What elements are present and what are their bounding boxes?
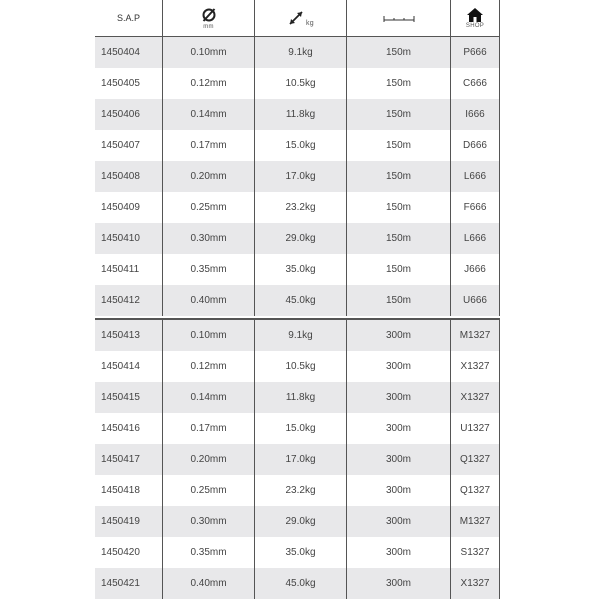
- shop-cell: F666: [451, 192, 500, 223]
- shop-cell: X1327: [451, 568, 500, 599]
- sap-cell: 1450405: [95, 68, 163, 99]
- shop-cell: P666: [451, 37, 500, 68]
- diameter-cell: 0.10mm: [163, 320, 255, 351]
- length-cell: 300m: [347, 506, 451, 537]
- shop-cell: X1327: [451, 382, 500, 413]
- sap-cell: 1450412: [95, 285, 163, 316]
- sap-cell: 1450404: [95, 37, 163, 68]
- sap-cell: 1450411: [95, 254, 163, 285]
- shop-cell: S1327: [451, 537, 500, 568]
- sap-cell: 1450409: [95, 192, 163, 223]
- table-row: [95, 382, 500, 413]
- diameter-cell: 0.14mm: [163, 382, 255, 413]
- sap-cell: 1450421: [95, 568, 163, 599]
- shop-cell: M1327: [451, 506, 500, 537]
- product-spec-table: [95, 0, 500, 600]
- sap-cell: 1450410: [95, 223, 163, 254]
- shop-cell: C666: [451, 68, 500, 99]
- table-row: [95, 506, 500, 537]
- table-row: [95, 285, 500, 316]
- sap-cell: 1450418: [95, 475, 163, 506]
- strength-cell: 15.0kg: [255, 413, 347, 444]
- shop-cell: L666: [451, 161, 500, 192]
- strength-cell: 11.8kg: [255, 382, 347, 413]
- shop-cell: Q1327: [451, 444, 500, 475]
- table-row: [95, 130, 500, 161]
- diameter-cell: 0.25mm: [163, 192, 255, 223]
- strength-cell: 9.1kg: [255, 320, 347, 351]
- shop-cell: U666: [451, 285, 500, 316]
- length-cell: 150m: [347, 161, 451, 192]
- strength-cell: 17.0kg: [255, 161, 347, 192]
- table-row: [95, 161, 500, 192]
- header-sap: S.A.P: [95, 0, 163, 36]
- length-cell: 300m: [347, 351, 451, 382]
- diameter-cell: 0.17mm: [163, 130, 255, 161]
- strength-cell: 45.0kg: [255, 568, 347, 599]
- length-cell: 150m: [347, 223, 451, 254]
- diameter-cell: 0.10mm: [163, 37, 255, 68]
- sap-cell: 1450406: [95, 99, 163, 130]
- shop-label: SHOP: [465, 22, 485, 29]
- shop-cell: U1327: [451, 413, 500, 444]
- table-row: [95, 320, 500, 351]
- strength-cell: 11.8kg: [255, 99, 347, 130]
- table-row: [95, 37, 500, 68]
- sap-cell: 1450417: [95, 444, 163, 475]
- length-cell: 150m: [347, 99, 451, 130]
- diameter-cell: 0.40mm: [163, 285, 255, 316]
- header-shop: [451, 0, 500, 36]
- diameter-cell: 0.30mm: [163, 223, 255, 254]
- sap-cell: 1450415: [95, 382, 163, 413]
- length-cell: 300m: [347, 568, 451, 599]
- length-cell: 300m: [347, 537, 451, 568]
- header-strength: [255, 0, 347, 36]
- strength-cell: 29.0kg: [255, 506, 347, 537]
- sap-cell: 1450420: [95, 537, 163, 568]
- length-cell: 150m: [347, 254, 451, 285]
- length-cell: 300m: [347, 413, 451, 444]
- line-length-icon: [382, 13, 416, 23]
- strength-cell: 23.2kg: [255, 475, 347, 506]
- diameter-cell: 0.12mm: [163, 351, 255, 382]
- length-cell: 300m: [347, 320, 451, 351]
- sap-cell: 1450407: [95, 130, 163, 161]
- length-cell: 150m: [347, 192, 451, 223]
- diameter-cell: 0.17mm: [163, 413, 255, 444]
- strength-cell: 15.0kg: [255, 130, 347, 161]
- table-row: [95, 568, 500, 599]
- shop-cell: J666: [451, 254, 500, 285]
- header-length: [347, 0, 451, 36]
- table-row: [95, 444, 500, 475]
- strength-cell: 35.0kg: [255, 254, 347, 285]
- diameter-cell: 0.25mm: [163, 475, 255, 506]
- sap-cell: 1450408: [95, 161, 163, 192]
- sap-cell: 1450419: [95, 506, 163, 537]
- length-cell: 300m: [347, 475, 451, 506]
- shop-cell: I666: [451, 99, 500, 130]
- strength-cell: 23.2kg: [255, 192, 347, 223]
- strength-cell: 29.0kg: [255, 223, 347, 254]
- table-row: [95, 99, 500, 130]
- table-row: [95, 68, 500, 99]
- strength-cell: 10.5kg: [255, 351, 347, 382]
- length-cell: 150m: [347, 130, 451, 161]
- table-row: [95, 192, 500, 223]
- diameter-cell: 0.14mm: [163, 99, 255, 130]
- length-cell: 150m: [347, 285, 451, 316]
- length-cell: 150m: [347, 37, 451, 68]
- strength-unit: kg: [306, 20, 314, 27]
- table-row: [95, 351, 500, 382]
- length-cell: 300m: [347, 382, 451, 413]
- shop-cell: D666: [451, 130, 500, 161]
- diameter-cell: 0.20mm: [163, 444, 255, 475]
- table-row: [95, 254, 500, 285]
- table-row: [95, 413, 500, 444]
- table-header: [95, 0, 500, 38]
- table-row: [95, 475, 500, 506]
- diameter-cell: 0.40mm: [163, 568, 255, 599]
- strength-cell: 10.5kg: [255, 68, 347, 99]
- strength-cell: 45.0kg: [255, 285, 347, 316]
- diameter-unit: mm: [203, 23, 214, 30]
- diameter-icon: [201, 7, 217, 23]
- strength-cell: 35.0kg: [255, 537, 347, 568]
- table-row: [95, 537, 500, 568]
- shop-cell: L666: [451, 223, 500, 254]
- strength-cell: 17.0kg: [255, 444, 347, 475]
- house-icon: [467, 8, 483, 22]
- diameter-cell: 0.35mm: [163, 537, 255, 568]
- diameter-cell: 0.20mm: [163, 161, 255, 192]
- diameter-cell: 0.35mm: [163, 254, 255, 285]
- header-diameter: [163, 0, 255, 36]
- sap-cell: 1450413: [95, 320, 163, 351]
- length-cell: 300m: [347, 444, 451, 475]
- table-row: [95, 223, 500, 254]
- shop-cell: M1327: [451, 320, 500, 351]
- sap-cell: 1450416: [95, 413, 163, 444]
- sap-cell: 1450414: [95, 351, 163, 382]
- length-cell: 150m: [347, 68, 451, 99]
- diameter-cell: 0.30mm: [163, 506, 255, 537]
- shop-cell: Q1327: [451, 475, 500, 506]
- breaking-strength-icon: [287, 9, 314, 27]
- shop-cell: X1327: [451, 351, 500, 382]
- diameter-cell: 0.12mm: [163, 68, 255, 99]
- strength-cell: 9.1kg: [255, 37, 347, 68]
